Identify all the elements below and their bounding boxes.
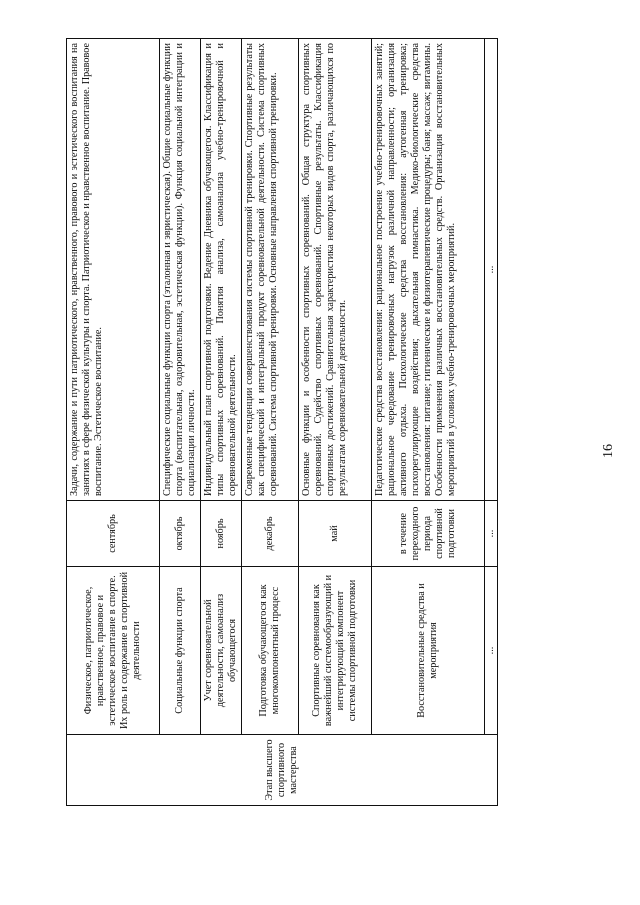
table-row (299, 39, 372, 806)
topic-cell: Спортивные соревнования как важнейший системообразующий и интегрирующий компонент системы спортивной подготовки (299, 567, 372, 735)
page-number: 16 (601, 444, 616, 458)
topic-cell: Социальные функции спорта (160, 567, 201, 735)
topic-cell: Восстановительные средства и мероприятия (372, 567, 485, 735)
program-table (66, 38, 498, 806)
topic-cell: Учет соревновательной деятельности, самоанализ обучающегося (201, 567, 242, 735)
topic-cell: Физическое, патриотическое, нравственное, правовое и эстетическое воспитание в спорте. Их роль и содержание в спортивной деятельности (67, 567, 160, 735)
content-cell: Современные тенденции совершенствования системы спортивной тренировки. Спортивные результаты как специфический и интегральный продукт соревновательной деятельности. Система спортивных соревнований. Система спортивной тренировки. Основные направления спортивной тренировки. (242, 39, 299, 501)
stage-cell: Этап высшего спортивного мастерства (67, 735, 498, 806)
table-row (485, 39, 498, 806)
table-row (242, 39, 299, 806)
period-cell: ... (485, 501, 498, 567)
content-cell: Основные функции и особенности спортивных соревнований. Общая структура спортивных соревнований. Судейство спортивных соревнований. Спортивные результаты. Классификация спортивных достижений. Сравнительная характеристика некоторых видов спорта, различающихся по результатам соревновательной деятельности. (299, 39, 372, 501)
period-cell: октябрь (160, 501, 201, 567)
period-cell: декабрь (242, 501, 299, 567)
content-cell: Индивидуальный план спортивной подготовки. Ведение Дневника обучающегося. Классификация и типы спортивных соревнований. Понятия анализа, самоанализа учебно-тренировочной и соревновательной деятельности. (201, 39, 242, 501)
table-row (160, 39, 201, 806)
table-row (67, 39, 160, 806)
content-cell: Задачи, содержание и пути патриотического, нравственного, правового и эстетического воспитания на занятиях в сфере физической культуры и спорта. Патриотическое и нравственное воспитание. Правовое воспитание. Эстетическое воспитание. (67, 39, 160, 501)
content-cell: Специфические социальные функции спорта (эталонная и эвристическая). Общие социальные функции спорта (воспитательная, оздоровительная, эстетическая функции). Функция социальной интеграции и социализации личности. (160, 39, 201, 501)
period-cell: май (299, 501, 372, 567)
table-row (201, 39, 242, 806)
topic-cell: Подготовка обучающегося как многокомпонентный процесс (242, 567, 299, 735)
topic-cell: ... (485, 567, 498, 735)
period-cell: сентябрь (67, 501, 160, 567)
period-cell: ноябрь (201, 501, 242, 567)
content-cell: ... (485, 39, 498, 501)
period-cell: в течение переходного периода спортивной подготовки (372, 501, 485, 567)
content-cell: Педагогические средства восстановления: рациональное построение учебно-тренировочных занятий; рациональное чередование тренировочных нагрузок различной направленности; организация активного отдыха. Психологические средства восстановления: аутогенная тренировка; психорегулирующие воздействия; дыхательная гимнастика. Медико-биологические средства восстановления: питание; гигиенические и физиотерапевтические процедуры; баня; массаж; витамины. Особенности применения различных восстановительных средств. Организация восстановительных мероприятий в условиях учебно-тренировочных мероприятий. (372, 39, 485, 501)
table-row (372, 39, 485, 806)
